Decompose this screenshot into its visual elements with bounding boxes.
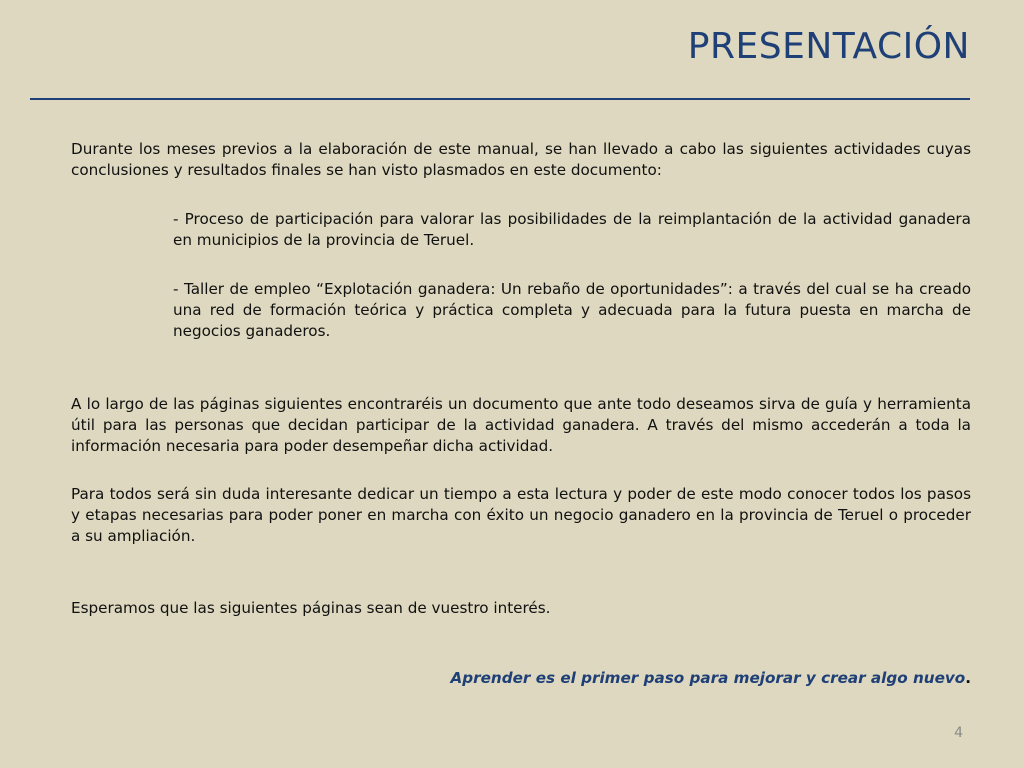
guide-paragraph: A lo largo de las páginas siguientes encontraréis un documento que ante todo deseamos sirva de guía y herramienta útil para las personas que decidan participar de la actividad ganadera. A través del mismo accederán a toda la información necesaria para poder desempeñar dicha actividad. xyxy=(71,395,971,455)
activity-item-workshop: - Taller de empleo “Explotación ganadera: Un rebaño de oportunidades”: a través del cual se ha creado una red de formación teórica y práctica completa y adecuada para la futura puesta en marcha de negocios ganaderos. xyxy=(173,280,971,340)
motto-quote xyxy=(451,668,971,689)
activity-item-participation: - Proceso de participación para valorar las posibilidades de la reimplantación de la actividad ganadera en municipios de la provincia de Teruel. xyxy=(173,210,971,249)
motto-period: . xyxy=(965,669,971,687)
closing-paragraph: Esperamos que las siguientes páginas sean de vuestro interés. xyxy=(71,599,551,617)
intro-paragraph: Durante los meses previos a la elaboración de este manual, se han llevado a cabo las siguientes actividades cuyas conclusiones y resultados finales se han visto plasmados en este documento: xyxy=(71,140,971,179)
motto-text: Aprender es el primer paso para mejorar y crear algo nuevo xyxy=(450,669,966,687)
title-underline xyxy=(30,98,970,100)
page-title: PRESENTACIÓN xyxy=(687,26,970,67)
page-number: 4 xyxy=(954,725,963,741)
reading-paragraph: Para todos será sin duda interesante dedicar un tiempo a esta lectura y poder de este modo conocer todos los pasos y etapas necesarias para poder poner en marcha con éxito un negocio ganadero en la provincia de Teruel o proceder a su ampliación. xyxy=(71,485,971,545)
